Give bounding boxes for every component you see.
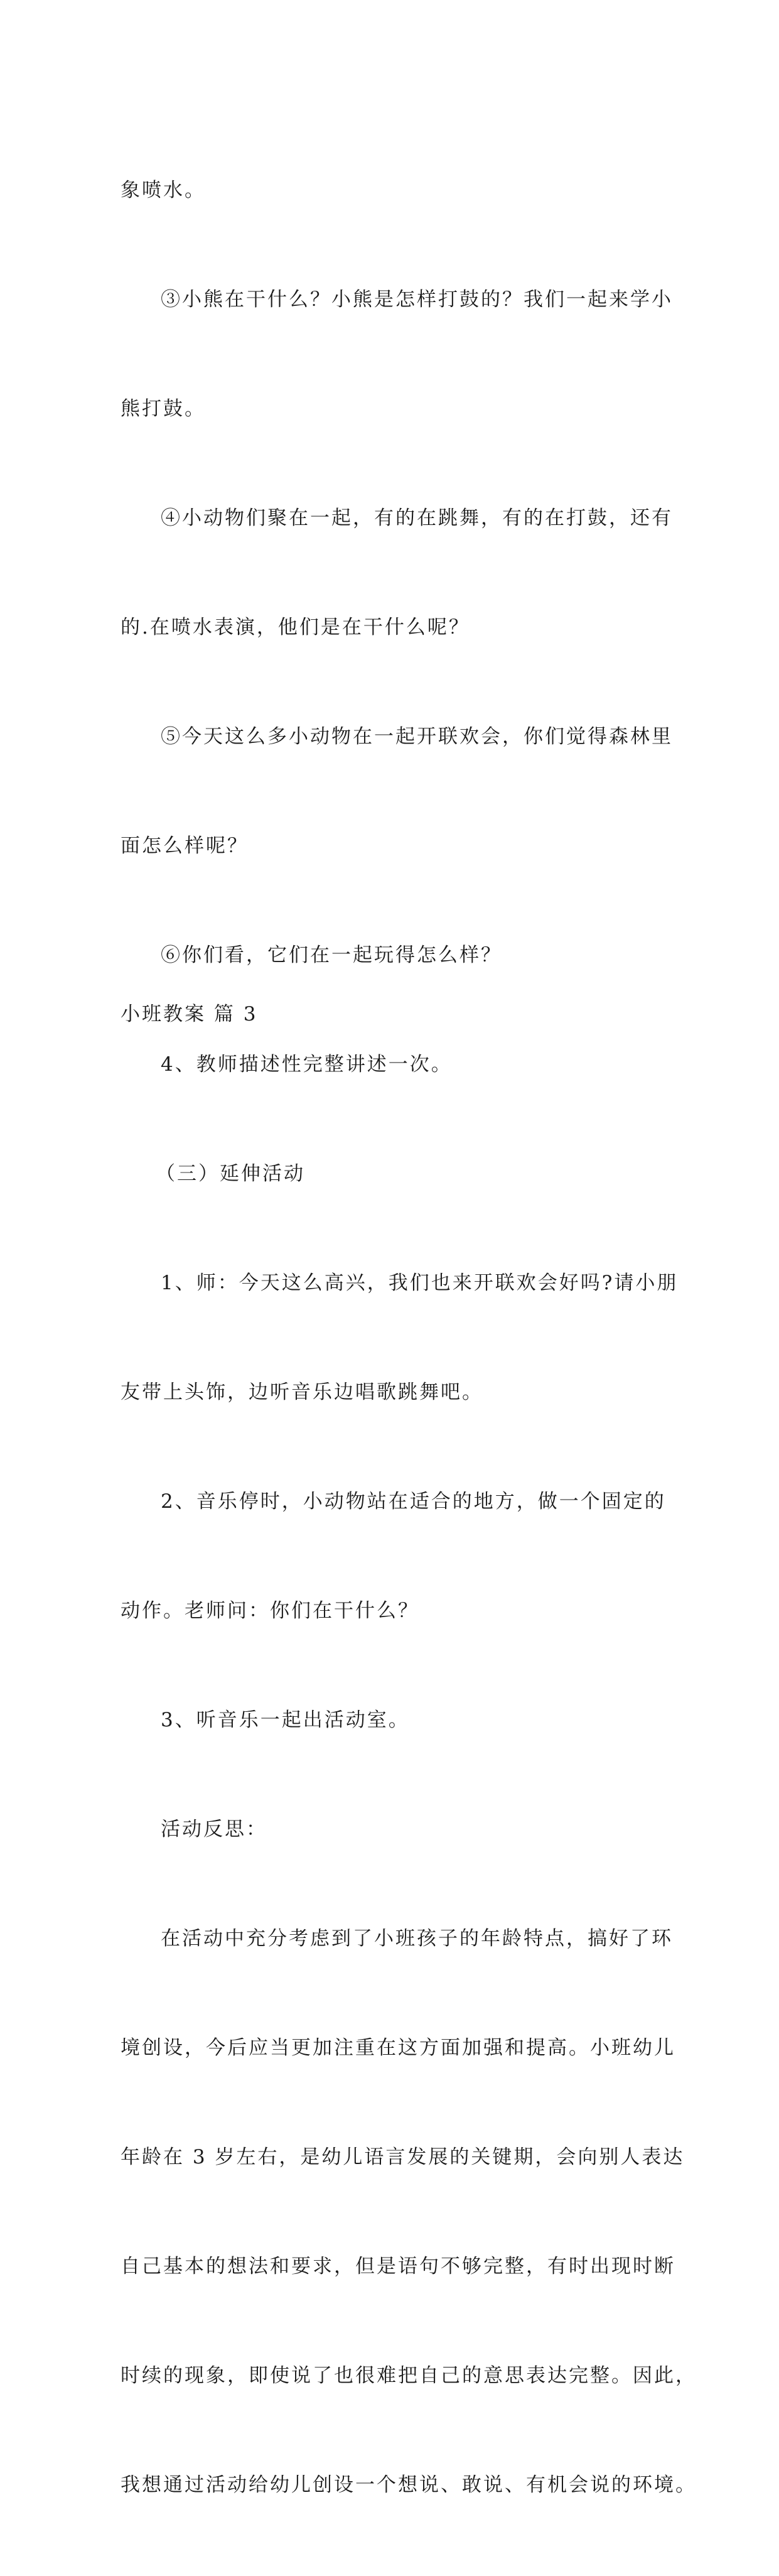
text-line: 象喷水。 <box>121 179 206 202</box>
text-line: 3、听音乐一起出活动室。 <box>161 1709 410 1731</box>
text-line: 时续的现象，即使说了也很难把自己的意思表达完整。因此， <box>121 2364 697 2387</box>
text-line: 动作。老师问：你们在干什么？ <box>121 1599 419 1622</box>
text-line: 面怎么样呢？ <box>121 835 249 857</box>
text-line: 熊打鼓。 <box>121 398 206 420</box>
section-heading: 小班教案 篇 3 <box>121 1003 258 1026</box>
text-line: ④小动物们聚在一起，有的在跳舞，有的在打鼓，还有 <box>161 507 673 529</box>
text-line: ③小熊在干什么？小熊是怎样打鼓的？我们一起来学小 <box>161 288 673 311</box>
text-line: 年龄在 3 岁左右，是幼儿语言发展的关键期，会向别人表达 <box>121 2146 685 2168</box>
text-line: 2、音乐停时，小动物站在适合的地方，做一个固定的 <box>161 1490 666 1513</box>
text-line: ⑥你们看，它们在一起玩得怎么样？ <box>161 944 502 966</box>
text-line: 1、师：今天这么高兴，我们也来开联欢会好吗?请小朋 <box>161 1272 679 1294</box>
text-line: 的.在喷水表演，他们是在干什么呢？ <box>121 616 470 639</box>
text-line: 在活动中充分考虑到了小班孩子的年龄特点，搞好了环 <box>161 1927 673 1950</box>
text-line: 活动反思： <box>161 1818 267 1841</box>
text-line: 4、教师描述性完整讲述一次。 <box>161 1053 453 1076</box>
text-line: 我想通过活动给幼儿创设一个想说、敢说、有机会说的环境。 <box>121 2474 697 2496</box>
section-subheading: （三）延伸活动 <box>156 1162 305 1185</box>
text-line: ⑤今天这么多小动物在一起开联欢会，你们觉得森林里 <box>161 725 673 748</box>
text-line: 自己基本的想法和要求，但是语句不够完整，有时出现时断 <box>121 2255 675 2278</box>
document-body <box>121 99 697 2576</box>
text-line: 友带上头饰，边听音乐边唱歌跳舞吧。 <box>121 1381 483 1404</box>
section-title-block <box>121 923 659 1105</box>
text-line: 境创设，今后应当更加注重在这方面加强和提高。小班幼儿 <box>121 2037 675 2059</box>
